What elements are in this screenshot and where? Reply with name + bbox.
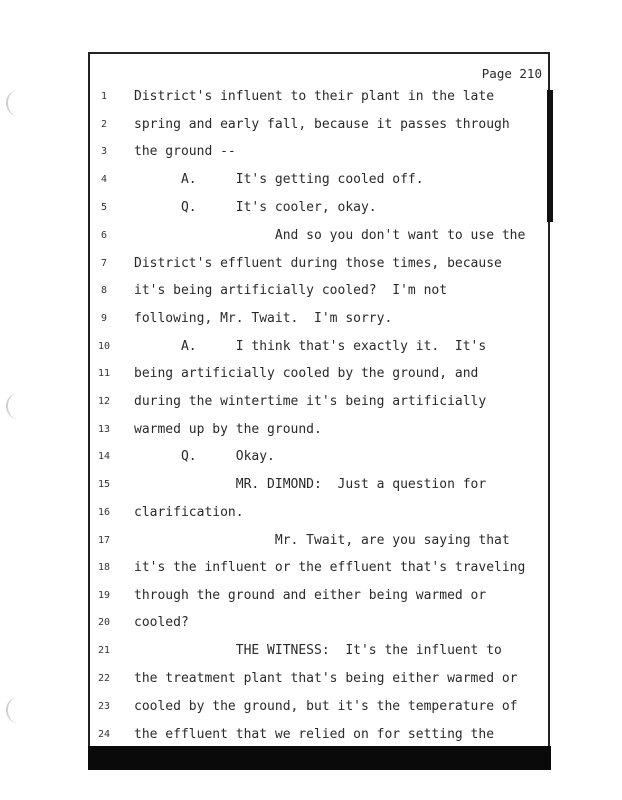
transcript-line	[0, 339, 622, 363]
transcript-line	[0, 505, 622, 529]
line-text: through the ground and either being warmed or	[134, 588, 487, 603]
line-text: the treatment plant that's being either warmed or	[134, 671, 518, 686]
line-text: And so you don't want to use the	[134, 228, 526, 243]
transcript-line	[0, 699, 622, 723]
line-text: MR. DIMOND: Just a question for	[134, 477, 487, 492]
line-number: 21	[97, 645, 111, 656]
transcript-line	[0, 449, 622, 473]
transcript-line	[0, 671, 622, 695]
transcript-line	[0, 144, 622, 168]
transcript-line	[0, 256, 622, 280]
line-text: cooled by the ground, but it's the temperature of	[134, 699, 518, 714]
line-number: 3	[100, 146, 108, 157]
transcript-line	[0, 366, 622, 390]
line-text: Q. Okay.	[134, 449, 275, 464]
line-number: 6	[100, 230, 108, 241]
line-number: 9	[100, 313, 108, 324]
transcript-line	[0, 228, 622, 252]
line-text: during the wintertime it's being artificially	[134, 394, 487, 409]
transcript-line	[0, 727, 622, 751]
line-text: Q. It's cooler, okay.	[134, 200, 377, 215]
line-text: being artificially cooled by the ground, and	[134, 366, 479, 381]
transcript-line	[0, 615, 622, 639]
line-text: warmed up by the ground.	[134, 422, 322, 437]
transcript-line	[0, 643, 622, 667]
transcript-line	[0, 422, 622, 446]
line-number: 13	[97, 424, 111, 435]
line-text: it's the influent or the effluent that's traveling	[134, 560, 526, 575]
line-text: District's effluent during those times, because	[134, 256, 502, 271]
line-text: the ground --	[134, 144, 236, 159]
transcript-line	[0, 200, 622, 224]
line-number: 14	[97, 451, 111, 462]
line-text: District's influent to their plant in the late	[134, 89, 495, 104]
transcript-line	[0, 477, 622, 501]
line-number: 8	[100, 285, 108, 296]
transcript-line	[0, 311, 622, 335]
line-text: spring and early fall, because it passes through	[134, 117, 510, 132]
line-text: following, Mr. Twait. I'm sorry.	[134, 311, 393, 326]
line-number: 18	[97, 562, 111, 573]
line-number: 4	[100, 174, 108, 185]
line-number: 19	[97, 590, 111, 601]
line-text: A. I think that's exactly it. It's	[134, 339, 487, 354]
line-number: 2	[100, 119, 108, 130]
line-number: 12	[97, 396, 111, 407]
line-number: 22	[97, 673, 111, 684]
line-number: 16	[97, 507, 111, 518]
transcript-line	[0, 283, 622, 307]
line-text: A. It's getting cooled off.	[134, 172, 424, 187]
line-text: the effluent that we relied on for setting the	[134, 727, 495, 742]
transcript-line	[0, 588, 622, 612]
line-number: 11	[97, 368, 111, 379]
transcript-line	[0, 394, 622, 418]
line-number: 7	[100, 258, 108, 269]
line-number: 5	[100, 202, 108, 213]
transcript-line	[0, 89, 622, 113]
transcript-line	[0, 533, 622, 557]
line-number: 23	[97, 701, 111, 712]
transcript-line	[0, 172, 622, 196]
page-number: Page 210	[481, 66, 542, 81]
line-text: Mr. Twait, are you saying that	[134, 533, 510, 548]
line-number: 1	[100, 91, 108, 102]
line-number: 17	[97, 535, 111, 546]
line-text: cooled?	[134, 615, 189, 630]
transcript-line	[0, 117, 622, 141]
line-text: it's being artificially cooled? I'm not	[134, 283, 448, 298]
line-number: 24	[97, 729, 111, 740]
line-number: 10	[97, 341, 111, 352]
line-text: clarification.	[134, 505, 244, 520]
line-number: 15	[97, 479, 111, 490]
line-text: THE WITNESS: It's the influent to	[134, 643, 502, 658]
line-number: 20	[97, 617, 111, 628]
transcript-line	[0, 560, 622, 584]
